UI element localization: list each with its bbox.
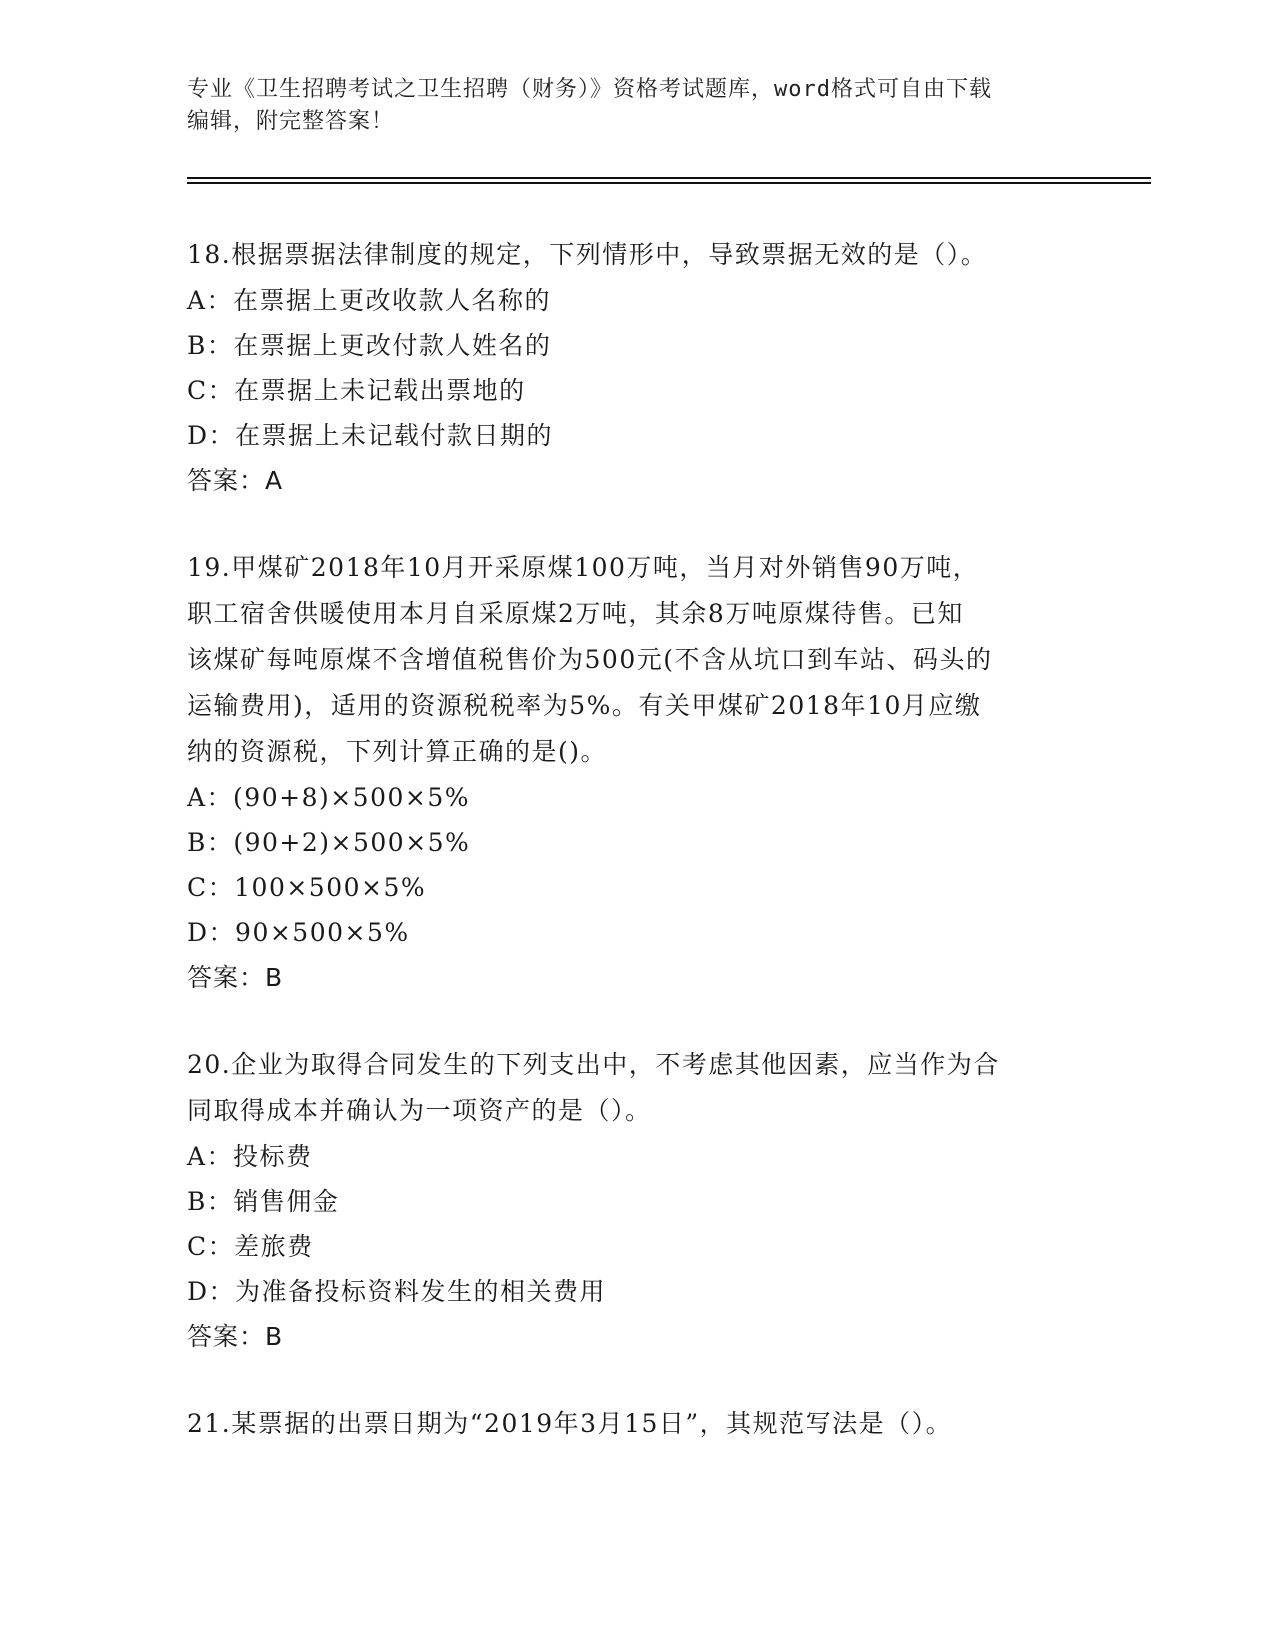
question-19 [187,545,1087,1001]
header-divider-top [187,177,1151,179]
question-21 [187,1401,1087,1447]
question-18 [187,232,1087,504]
question-stem-line: 18.根据票据法律制度的规定，下列情形中，导致票据无效的是（）。 [187,240,988,269]
option-b: B：销售佣金 [187,1187,340,1216]
option-a: A：(90+8)×500×5% [187,783,470,812]
question-stem-line: 该煤矿每吨原煤不含增值税售价为500元(不含从坑口到车站、码头的 [187,645,993,674]
option-b: B：在票据上更改付款人姓名的 [187,331,552,360]
question-stem-line: 职工宿舍供暖使用本月自采原煤2万吨，其余8万吨原煤待售。已知 [187,599,964,628]
answer-line: 答案：A [187,466,284,495]
header-divider-bottom [187,182,1151,184]
document-header [187,74,1067,138]
option-b: B：(90+2)×500×5% [187,828,471,857]
option-d: D：在票据上未记载付款日期的 [187,421,554,450]
option-c: C：100×500×5% [187,873,427,902]
option-d: D：为准备投标资料发生的相关费用 [187,1277,607,1306]
question-stem-line: 运输费用)，适用的资源税税率为5%。有关甲煤矿2018年10月应缴 [187,691,982,720]
question-stem-line: 纳的资源税，下列计算正确的是()。 [187,737,608,766]
answer-line: 答案：B [187,1322,284,1351]
question-stem-line: 20.企业为取得合同发生的下列支出中，不考虑其他因素，应当作为合 [187,1050,1000,1079]
question-20 [187,1042,1087,1360]
option-c: C：在票据上未记载出票地的 [187,376,526,405]
question-stem-line: 同取得成本并确认为一项资产的是（）。 [187,1096,652,1125]
option-c: C：差旅费 [187,1232,314,1261]
option-d: D：90×500×5% [187,918,410,947]
header-line-2: 编辑，附完整答案！ [187,109,395,134]
question-list [187,232,1087,1488]
question-stem-line: 19.甲煤矿2018年10月开采原煤100万吨，当月对外销售90万吨， [187,553,980,582]
answer-line: 答案：B [187,963,284,992]
question-stem-line: 21.某票据的出票日期为“2019年3月15日”，其规范写法是（）。 [187,1409,953,1438]
option-a: A：投标费 [187,1142,313,1171]
header-line-1: 专业《卫生招聘考试之卫生招聘（财务）》资格考试题库，word格式可自由下载 [187,77,992,102]
option-a: A：在票据上更改收款人名称的 [187,286,552,315]
